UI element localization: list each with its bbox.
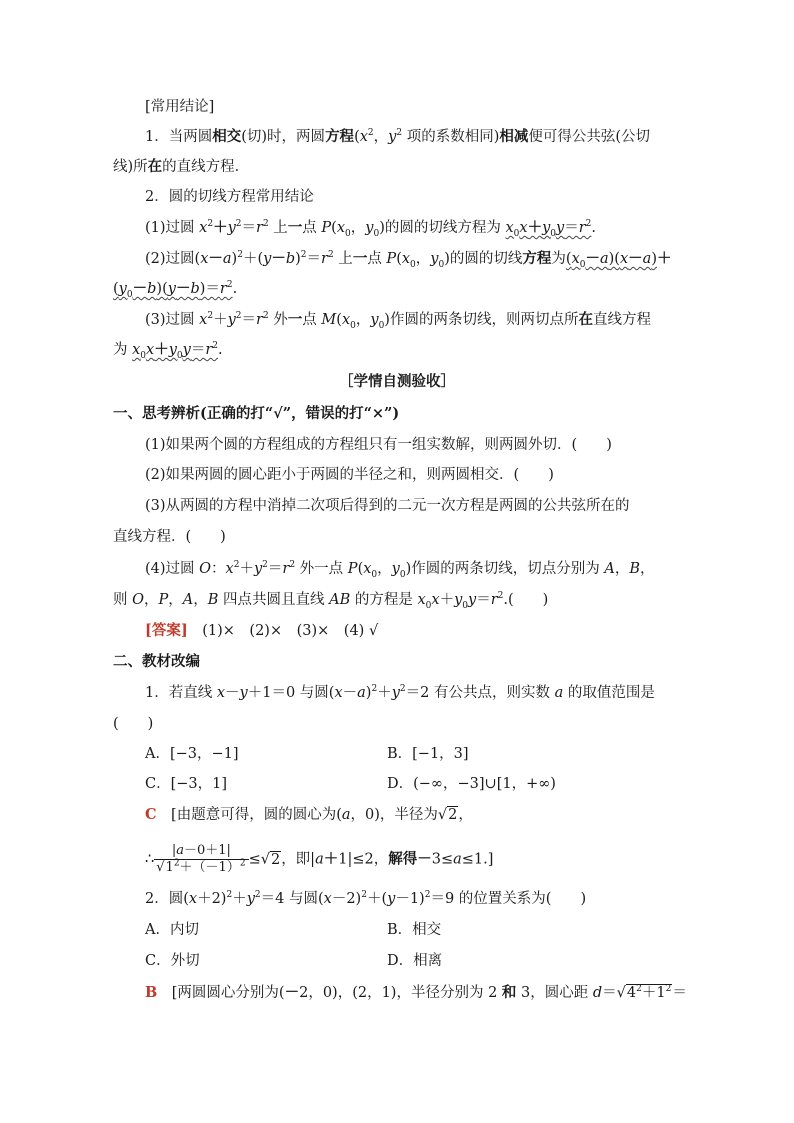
conclusion-2-3-line-2: 为 $x_0x+y_0y=r^2$.	[113, 341, 223, 361]
problem-1-key: C	[145, 806, 157, 823]
problem-1-solution-line-2: ∴ $\frac{|a-0+1|}{√1^2+(-1)^2}$ ≤√2，即|a＋1|≤2，解得－3≤a≤1.]	[145, 843, 494, 875]
problem-2-option-a: A．内切	[145, 922, 199, 938]
conclusion-1-line-2: 线)所在的直线方程．	[113, 158, 250, 175]
conclusion-2-3-line-1: (3)过圆 $x^2+y^2=r^2$ 外一点 $M(x_0$，$y_0$)作圆的两条切线，则两切点所在直线方程	[145, 311, 651, 331]
problem-2-option-d: D．相离	[387, 953, 443, 969]
problem-1-option-c: C．[−3，1]	[145, 776, 228, 792]
common-conclusions-heading: [常用结论]	[145, 99, 215, 115]
problem-2-key: B	[145, 984, 158, 1001]
part2-title: 二、教材改编	[113, 653, 200, 670]
sqrt-icon: √	[437, 807, 448, 823]
problem-1-line-2: ( )	[113, 716, 154, 732]
conclusion-2-1: (1)过圆 $x^2+y^2=r^2$ 上一点 $P(x_0$，$y_0$)的圆的切线方程为 $x_0x+y_0y=r^2$.	[145, 219, 596, 239]
problem-1-option-a: A．[−3，−1]	[145, 746, 239, 762]
problem-1-option-b: B．[−1，3]	[387, 746, 469, 762]
question-4-line-1: (4)过圆 O：$x^2+y^2=r^2$ 外一点 $P(x_0$，$y_0$)作圆的两条切线，切点分别为 A，B，	[145, 560, 655, 580]
question-3-line-1: (3)从两圆的方程中消掉二次项后得到的二元一次方程是两圆的公共弦所在的	[145, 498, 630, 514]
problem-1-line-1: 1．若直线 x－y＋1＝0 与圆$(x-a)^2+y^2=2$ 有公共点，则实数 a 的取值范围是	[145, 684, 655, 701]
distance-fraction: $\frac{|a-0+1|}{√1^2+(-1)^2}$	[154, 843, 248, 876]
conclusion-2-title: 2．圆的切线方程常用结论	[145, 189, 314, 205]
problem-1-solution-line-1: C [由题意可得，圆的圆心为(a，0)，半径为√2，	[145, 806, 473, 823]
problem-2-option-b: B．相交	[387, 922, 442, 938]
problem-2-solution-line-1: B [两圆圆心分别为(－2，0)，(2，1)，半径分别为 2 和 3，圆心距 $d=√4^2+1^2=$	[145, 984, 687, 1001]
answer-label: [答案]	[145, 622, 188, 639]
question-3-line-2: 直线方程．( )	[113, 529, 226, 545]
problem-2-option-c: C．外切	[145, 953, 200, 969]
self-test-heading: ［学情自测验收］	[339, 373, 455, 390]
question-2: (2)如果两圆的圆心距小于两圆的半径之和，则两圆相交．( )	[145, 467, 554, 483]
conclusion-2-2-line-2: $(y_0-b)(y-b)=r^2$.	[113, 280, 238, 300]
question-4-line-2: 则 O，P，A，B 四点共圆且直线 AB 的方程是 $x_0x+y_0y=r^2$.( )	[113, 591, 549, 611]
problem-2-line-1: 2．圆$(x+2)^2+y^2=4$ 与圆$(x-2)^2+(y-1)^2=9$ 的位置关系为( )	[145, 890, 587, 907]
part1-title: 一、思考辨析(正确的打“√”，错误的打“×”)	[113, 405, 400, 422]
problem-1-option-d: D．(−∞，−3]∪[1，+∞)	[387, 776, 556, 792]
conclusion-2-2-line-1: (2)过圆$(x-a)^2+(y-b)^2=r^2$ 上一点 $P(x_0$，$y_0$)的圆的切线方程为$(x_0-a)(x-a)+$	[145, 250, 672, 270]
answer-row	[145, 621, 378, 641]
conclusion-1-line-1: 1．当两圆相交(切)时，两圆方程($x^2$，$y^2$ 项的系数相同)相减便可得公共弦(公切	[145, 128, 651, 145]
question-1: (1)如果两个圆的方程组成的方程组只有一组实数解，则两圆外切．( )	[145, 437, 612, 453]
answer-values: (1)× (2)× (3)× (4) √	[202, 623, 379, 639]
